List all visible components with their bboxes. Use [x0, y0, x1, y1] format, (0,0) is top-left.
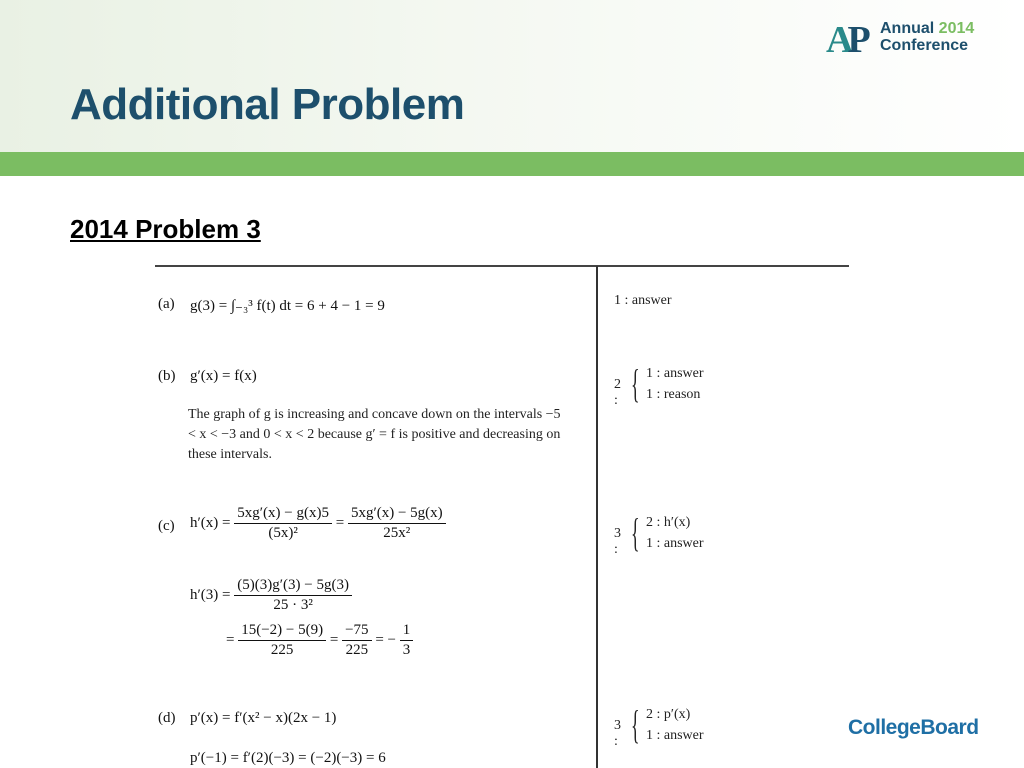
worksheet-top-rule — [155, 265, 849, 267]
part-b-expression: g′(x) = f(x) — [190, 368, 257, 384]
part-d-evaluation: p′(−1) = f′(2)(−3) = (−2)(−3) = 6 — [190, 750, 386, 766]
problem-subtitle: 2014 Problem 3 — [70, 214, 261, 244]
worksheet-column-divider — [596, 266, 598, 768]
part-a-expression: g(3) = ∫₋₃³ f(t) dt = 6 + 4 − 1 = 9 — [190, 298, 385, 314]
brace-symbol: { — [631, 702, 640, 747]
green-accent-bar — [0, 152, 1024, 176]
fraction: $\frac{(5)(3)g'(3) - 5g(3)}{\text{25 · 3²}}$ — [234, 577, 352, 614]
part-d-label: (d) — [158, 710, 176, 726]
part-c-label: (c) — [158, 518, 175, 534]
part-c-derivative: h′(x) = $\frac{5xg'(x) - g(x)5}{\text{(5x)²}}$ = $\frac{5xg'(x) - 5g(x)}{\text{25x²}}$ — [190, 505, 446, 542]
ap-logo-mark: AP — [826, 19, 865, 61]
brace-symbol: { — [631, 510, 640, 555]
part-d-expression: p′(x) = f′(x² − x)(2x − 1) — [190, 710, 337, 726]
rubric-part-a: 1 : answer — [614, 293, 672, 308]
ap-logo-text: Annual 2014 Conference — [880, 20, 975, 54]
part-c-evaluation-step1: h′(3) = $\frac{(5)(3)g'(3) - 5g(3)}{\text{25 · 3²}}$ — [190, 577, 352, 614]
fraction: $\frac{15(-2) - 5(9)}{225}$ — [238, 622, 326, 659]
part-b-explanation: The graph of g is increasing and concave down on the intervals −5 < x < −3 and 0 < x < 2 because g′ = f is positive and decreasing on these intervals. — [188, 407, 561, 462]
part-a-label: (a) — [158, 296, 175, 312]
brace-symbol: { — [631, 361, 640, 406]
collegeboard-logo: CollegeBoard — [848, 716, 979, 739]
fraction: $\frac{5xg'(x) - 5g(x)}{\text{25x²}}$ — [348, 505, 446, 542]
part-c-evaluation-step2: = $\frac{15(-2) - 5(9)}{225}$ = $\frac{-75}{225}$ = − $\frac{1}{3}$ — [226, 622, 413, 659]
fraction: $\frac{1}{3}$ — [400, 622, 414, 659]
fraction: $\frac{-75}{225}$ — [342, 622, 371, 659]
fraction: $\frac{5xg'(x) - g(x)5}{\text{(5x)²}}$ — [234, 505, 332, 542]
ap-conference-logo — [826, 18, 996, 61]
slide-title: Additional Problem — [70, 80, 465, 129]
part-b-label: (b) — [158, 368, 176, 384]
